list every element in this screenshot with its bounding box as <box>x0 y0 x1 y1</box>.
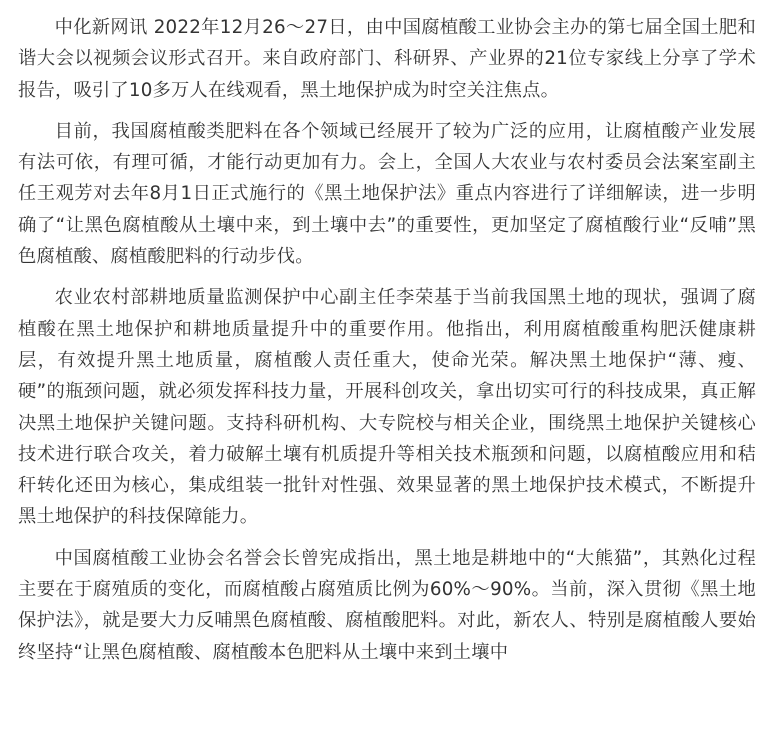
article-paragraph: 农业农村部耕地质量监测保护中心副主任李荣基于当前我国黑土地的现状，强调了腐植酸在黑土地保护和耕地质量提升中的重要作用。他指出，利用腐植酸重构肥沃健康耕层，有效提升黑土地质量，腐植酸人责任重大，使命光荣。解决黑土地保护“薄、瘦、硬”的瓶颈问题，就必须发挥科技力量，开展科创攻关，拿出切实可行的科技成果，真正解决黑土地保护关键问题。支持科研机构、大专院校与相关企业，围绕黑土地保护关键核心技术进行联合攻关，着力破解土壤有机质提升等相关技术瓶颈和问题，以腐植酸应用和秸秆转化还田为核心，集成组装一批针对性强、效果显著的黑土地保护技术模式，不断提升黑土地保护的科技保障能力。 <box>18 287 756 528</box>
article-paragraph: 中化新网讯 2022年12月26～27日，由中国腐植酸工业协会主办的第七届全国土肥和谐大会以视频会议形式召开。来自政府部门、科研界、产业界的21位专家线上分享了学术报告，吸引了10多万人在线观看，黑土地保护成为时空关注焦点。 <box>18 17 756 101</box>
article-paragraph: 目前，我国腐植酸类肥料在各个领域已经展开了较为广泛的应用，让腐植酸产业发展有法可依，有理可循，才能行动更加有力。会上，全国人大农业与农村委员会法案室副主任王观芳对去年8月1日正式施行的《黑土地保护法》重点内容进行了详细解读，进一步明确了“让黑色腐植酸从土壤中来，到土壤中去”的重要性，更加坚定了腐植酸行业“反哺”黑色腐植酸、腐植酸肥料的行动步伐。 <box>18 120 756 268</box>
article-paragraph: 中国腐植酸工业协会名誉会长曾宪成指出，黑土地是耕地中的“大熊猫”，其熟化过程主要在于腐殖质的变化，而腐植酸占腐殖质比例为60%～90%。当前，深入贯彻《黑土地保护法》，就是要大力反哺黑色腐植酸、腐植酸肥料。对此，新农人、特别是腐植酸人要始终坚持“让黑色腐植酸、腐植酸本色肥料从土壤中来到土壤中 <box>18 547 756 663</box>
